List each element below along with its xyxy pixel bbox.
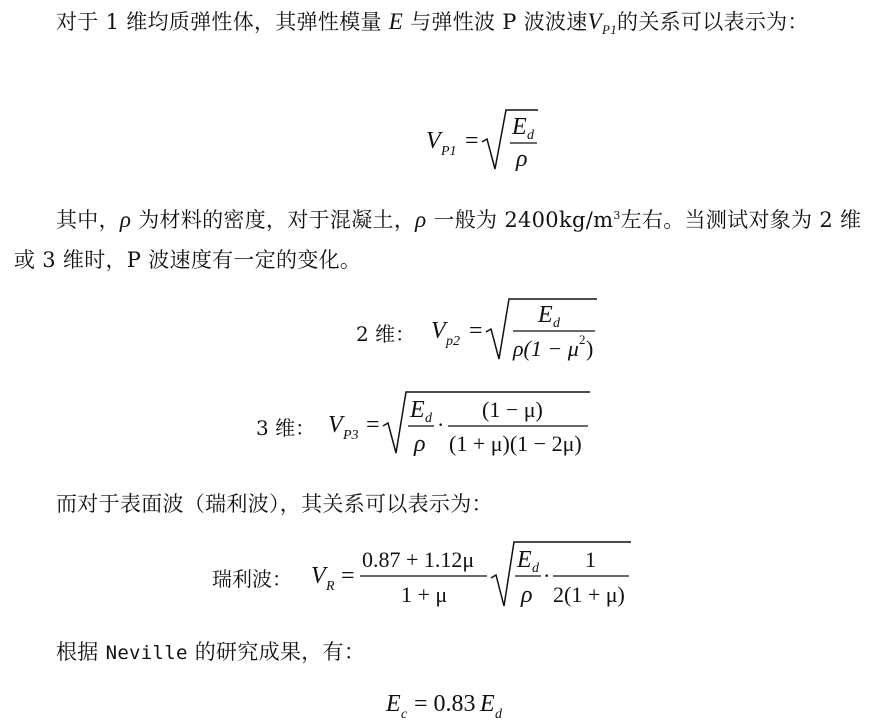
eq3-f1-den: ρ	[414, 431, 426, 457]
eq4-dot: ·	[543, 563, 551, 588]
equation-concrete-modulus	[380, 686, 520, 722]
paragraph-neville-text-1: 根据	[56, 640, 106, 664]
eq4-f1-num-sub: d	[532, 561, 539, 576]
author-name: Neville	[105, 642, 188, 664]
eq5-rhs-sub: d	[495, 707, 502, 722]
velocity-subscript: P1	[601, 22, 618, 38]
eq3-f2-den: (1 + μ)(1 − 2μ)	[449, 431, 582, 456]
eq1-num-var: E	[512, 114, 527, 140]
paragraph-intro-text-1: 对于 1 维均质弹性体，其弹性模量	[56, 10, 389, 34]
eq3-dot: ·	[437, 412, 445, 437]
eq2-den-sup: 2	[579, 332, 586, 347]
eq2-equals: =	[469, 318, 483, 344]
eq3-equals: =	[366, 412, 380, 438]
velocity-symbol: V	[587, 9, 602, 34]
eq4-label: 瑞利波：	[212, 567, 292, 591]
eq4-f1-num-var: E	[517, 547, 532, 573]
eq1-num-sub: d	[527, 128, 534, 143]
eq5-rhs-const: = 0.83	[414, 691, 476, 717]
eq2-num-var: E	[538, 302, 553, 328]
eq2-lhs-sub: p2	[446, 334, 460, 349]
eq3-f2-num: (1 − μ)	[482, 397, 543, 422]
eq4-f0-den: 1 + μ	[401, 582, 448, 607]
eq2-label: 2 维：	[356, 322, 416, 346]
density-symbol-1: ρ	[119, 207, 132, 232]
paragraph-rayleigh: 而对于表面波（瑞利波），其关系可以表示为：	[56, 492, 493, 516]
eq1-den: ρ	[516, 146, 528, 172]
modulus-symbol: E	[388, 9, 404, 34]
paragraph-density-text-1: 其中，	[56, 208, 120, 232]
paragraph-neville-text-2: 的研究成果，有：	[187, 640, 366, 664]
eq2-den-b: )	[586, 336, 594, 361]
equation-rayleigh-velocity	[305, 536, 635, 612]
equation-2d-velocity	[425, 294, 605, 366]
eq4-f1-den: ρ	[521, 582, 533, 608]
unit-superscript: 3	[613, 209, 621, 222]
eq4-f2-num: 1	[585, 547, 596, 572]
equation-3d-velocity	[322, 387, 592, 461]
paragraph-density-text-4: 左右。当测试对象为 2 维或 3 维时，P 波速度有一定的变化。	[14, 208, 862, 272]
eq2-lhs-var: V	[431, 318, 446, 344]
eq4-lhs-sub: R	[326, 579, 335, 594]
eq1-lhs-var: V	[426, 128, 441, 154]
eq1-equals: =	[465, 128, 479, 154]
eq3-f1-num-var: E	[410, 397, 425, 423]
paragraph-intro-text-2: 与弹性波 P 波波速	[403, 10, 588, 34]
eq3-lhs-sub: P3	[343, 428, 359, 443]
eq5-rhs-var: E	[480, 691, 495, 717]
paragraph-density	[14, 196, 864, 280]
paragraph-intro	[14, 2, 864, 50]
equation-1d-velocity	[420, 104, 540, 176]
eq4-lhs-var: V	[311, 563, 326, 589]
eq4-f2-den: 2(1 + μ)	[553, 582, 625, 607]
eq5-lhs-sub: c	[401, 707, 408, 722]
eq2-den-a: ρ(1 − μ	[513, 336, 579, 361]
eq4-f0-num: 0.87 + 1.12μ	[362, 547, 475, 572]
eq3-lhs-var: V	[328, 412, 343, 438]
paragraph-density-text-3: 一般为 2400kg/m	[426, 208, 614, 232]
paragraph-neville	[14, 632, 864, 673]
eq1-lhs-sub: P1	[441, 144, 457, 159]
paragraph-intro-text-3: 的关系可以表示为：	[617, 10, 809, 34]
eq3-label: 3 维：	[256, 416, 316, 440]
eq4-equals: =	[341, 563, 355, 589]
eq2-num-sub: d	[553, 316, 560, 331]
eq5-lhs-var: E	[386, 691, 401, 717]
density-symbol-2: ρ	[415, 207, 427, 232]
eq3-f1-num-sub: d	[425, 411, 432, 426]
paragraph-density-text-2: 为材料的密度，对于混凝土，	[131, 208, 416, 232]
